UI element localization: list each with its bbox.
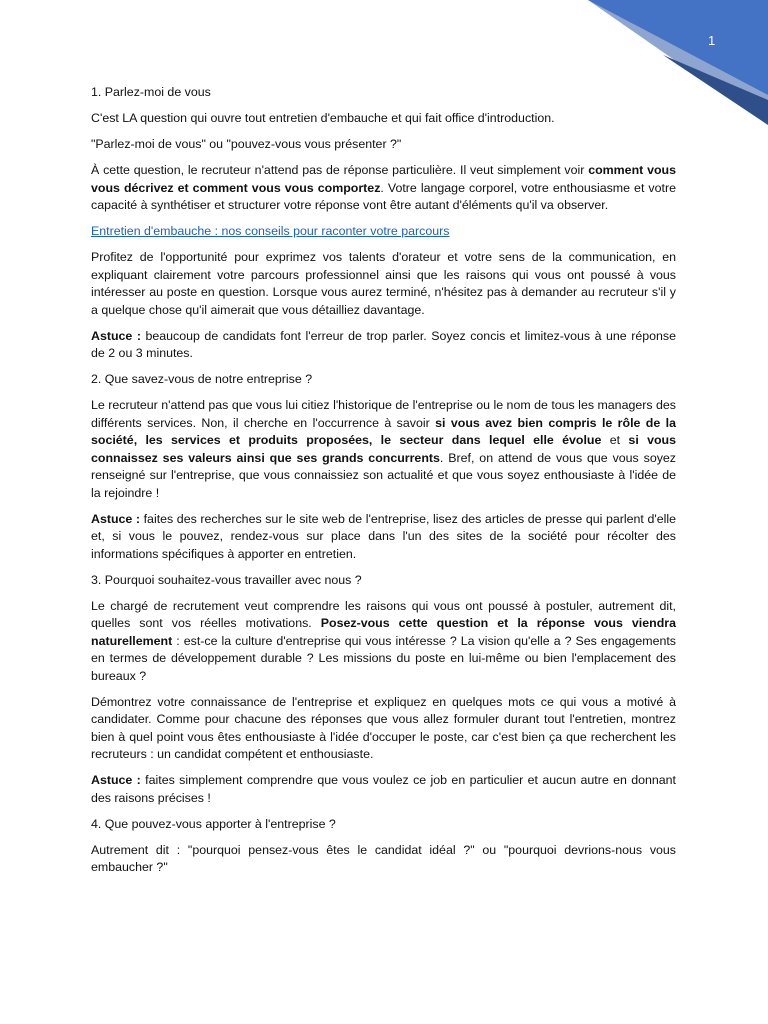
section-4-title: 4. Que pouvez-vous apporter à l'entreprise ? (91, 816, 336, 831)
bold-text: si vous connaissez ses valeurs ainsi que ses grands concurrents (91, 433, 677, 465)
section-3-tip (91, 772, 676, 807)
section-1-title: 1. Parlez-moi de vous (91, 85, 211, 99)
tip-label: Astuce : (91, 773, 141, 787)
tip-label: Astuce : (91, 511, 141, 526)
corner-main-triangle (588, 0, 768, 95)
bold-text: comment vous vous décrivez et comment vous vous comportez (91, 163, 676, 195)
section-1-paragraph-1: C'est LA question qui ouvre tout entretien d'embauche et qui fait office d'introduction. (91, 111, 555, 125)
tip-text: faites simplement comprendre que vous voulez ce job en particulier et aucun autre en donnant des raisons précises ! (91, 773, 677, 805)
section-3-paragraph-2: Démontrez votre connaissance de l'entreprise et expliquez en quelques mots ce qui vous a motivé à candidater. Comme pour chacune des réponses que vous allez formuler durant tout l'entretien, montrez bien à quel point vous êtes enthousiaste à l'idée d'occuper le poste, car c'est bien ça que recherchent les recruteurs : un candidat compétent et enthousiaste. (91, 694, 676, 761)
section-4-paragraph-1: Autrement dit : "pourquoi pensez-vous êtes le candidat idéal ?" ou "pourquoi devrions-nous vous embaucher ?" (91, 842, 676, 874)
bold-text: Posez-vous cette question et la réponse vous viendra naturellement (91, 616, 676, 648)
text-run: Le recruteur n'attend pas que vous lui citiez l'historique de l'entreprise ou le nom de tous les managers des différents services. Non, il cherche en l'occurrence à savoir (91, 398, 676, 430)
section-3-title: 3. Pourquoi souhaitez-vous travailler avec nous ? (91, 572, 362, 587)
tip-label: Astuce : (91, 328, 141, 343)
section-2-paragraph-1 (91, 397, 676, 502)
text-run: : est-ce la culture d'entreprise qui vous intéresse ? La vision qu'elle a ? Ses engagements en termes de développement durable ? Les missions du poste en lui-même ou bien l'emplacement des bureaux ? (91, 633, 676, 683)
section-3-paragraph-1 (91, 598, 676, 686)
text-run: . Bref, on attend de vous que vous soyez renseigné sur l'entreprise, que vous connaissiez son actualité et que vous soyez enthousiaste à l'idée de la rejoindre ! (91, 450, 676, 500)
tip-text: faites des recherches sur le site web de l'entreprise, lisez des articles de presse qui parlent d'elle et, si vous le pouvez, rendez-vous sur place dans l'un des sites de la société pour récolter des informations spécifiques à apporter en entretien. (91, 511, 677, 561)
text-run: et (601, 433, 629, 447)
section-1-link-paragraph (91, 223, 676, 241)
section-1-paragraph-4: Profitez de l'opportunité pour exprimez vos talents d'orateur et votre sens de la communication, en expliquant clairement votre parcours professionnel ainsi que les raisons qui vous ont poussé à vous intéresser au poste en question. Lorsque vous aurez terminé, n'hésitez pas à demander au recruteur s'il y a quelque chose qu'il aimerait que vous détailliez davantage. (91, 250, 676, 317)
tip-text: beaucoup de candidats font l'erreur de trop parler. Soyez concis et limitez-vous à une réponse de 2 ou 3 minutes. (91, 328, 676, 360)
section-1-tip (91, 328, 676, 363)
document-body (91, 84, 676, 885)
text-run: Le chargé de recrutement veut comprendre les raisons qui vous ont poussé à postuler, autrement dit, quelles sont vos réelles motivations. (91, 598, 676, 630)
article-link[interactable]: Entretien d'embauche : nos conseils pour raconter votre parcours (91, 224, 450, 238)
bold-text: si vous avez bien compris le rôle de la société, les services et produits proposées, le secteur dans lequel elle évolue (91, 415, 676, 447)
section-1-paragraph-3 (91, 162, 676, 215)
section-2-tip (91, 511, 676, 564)
page-number: 1 (708, 33, 716, 48)
section-2-title: 2. Que savez-vous de notre entreprise ? (91, 372, 313, 386)
text-run: À cette question, le recruteur n'attend pas de réponse particulière. Il veut simplement voir (91, 163, 589, 177)
section-1-paragraph-2: "Parlez-moi de vous" ou "pouvez-vous vous présenter ?" (91, 137, 402, 151)
text-run: . Votre langage corporel, votre enthousiasme et votre capacité à synthétiser et structurer votre réponse vont être autant d'éléments qu'il va observer. (91, 180, 676, 212)
